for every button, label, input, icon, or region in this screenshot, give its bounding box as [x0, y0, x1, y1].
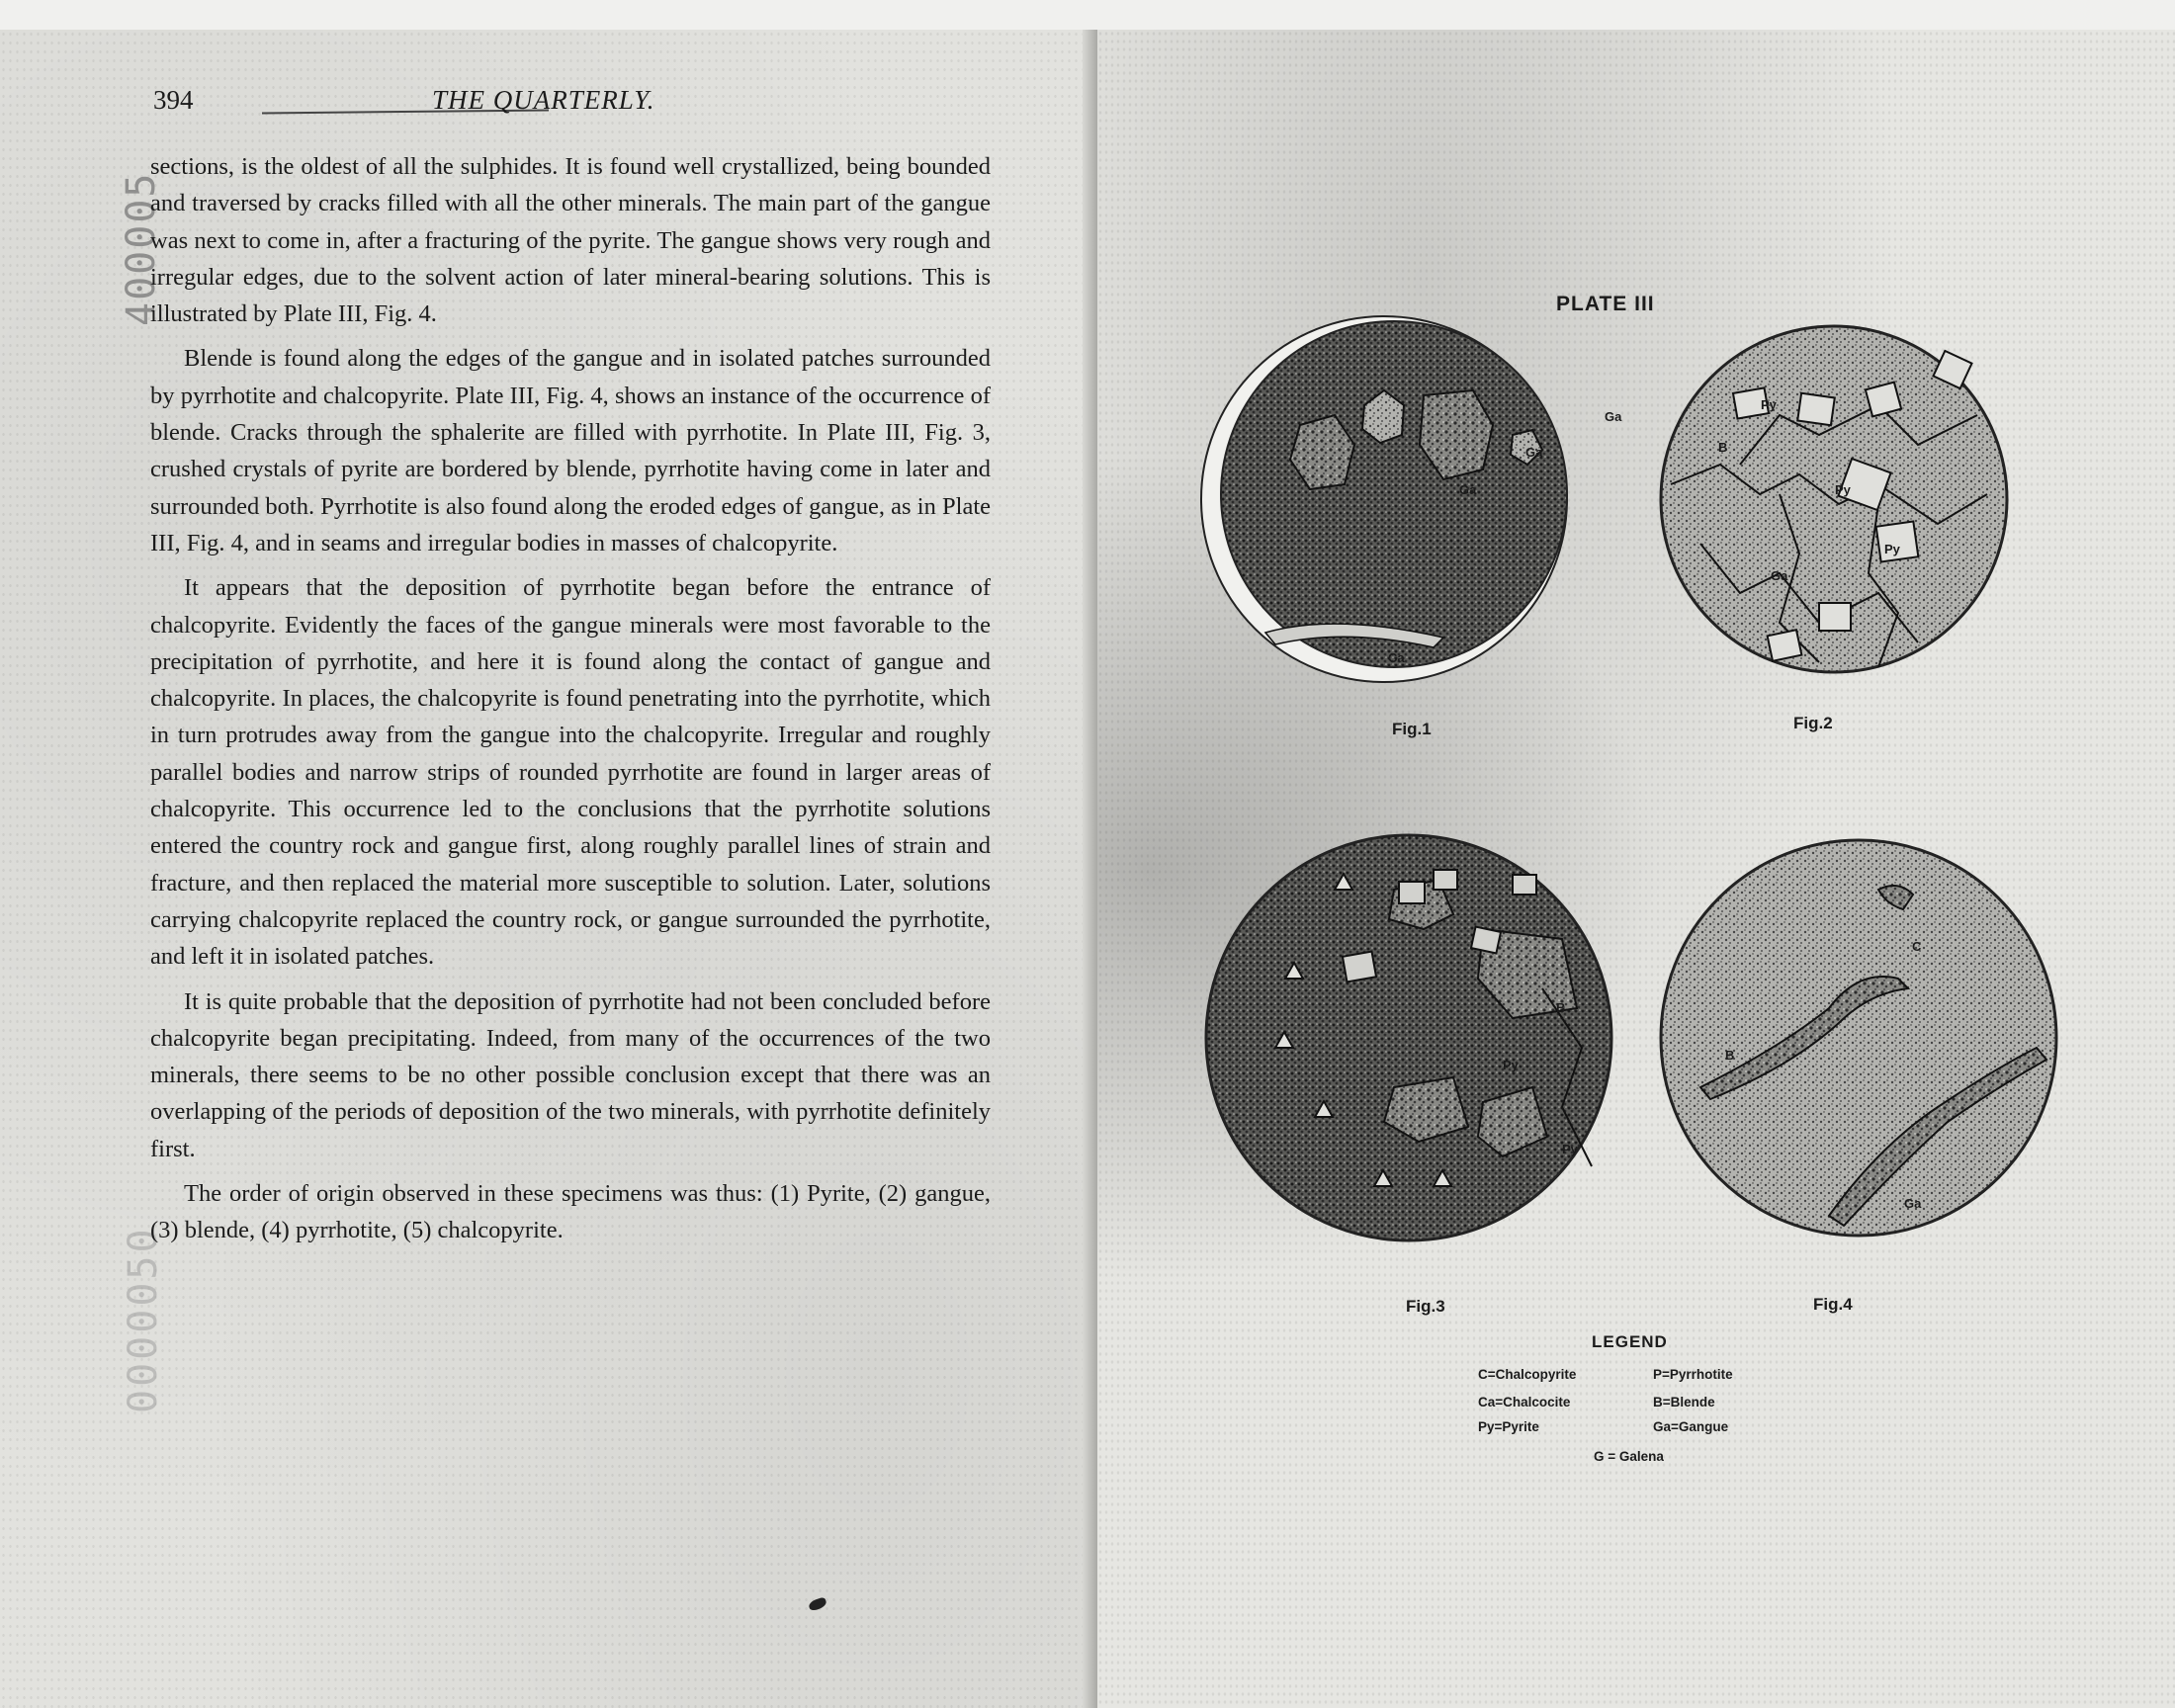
paragraph: The order of origin observed in these specimens was thus: (1) Pyrite, (2) gangue, (3) blende, (4) pyrrhotite, (5) chalcopyrite.	[150, 1180, 991, 1244]
label-ca: Ca	[1388, 650, 1405, 665]
scan-top-margin	[0, 0, 2175, 30]
page-number: 394	[153, 85, 194, 115]
legend-item: C=Chalcopyrite	[1478, 1367, 1577, 1382]
plate-title: PLATE III	[1556, 293, 1655, 315]
paragraph: Blende is found along the edges of the gangue and in isolated patches surrounded by pyrrhotite and chalcopyrite. Plate III, Fig. 4, shows an instance of the occurrence of blende. Cracks through the sphalerite are filled with pyrrhotite. In Plate III, Fig. 3, crushed crystals of pyrite are bordered by blende, pyrrhotite having come in later and surrounded both. Pyrrhotite is also found along the eroded edges of gangue, as in Plate III, Fig. 4, and in seams and irregular bodies in masses of chalcopyrite.	[150, 345, 991, 556]
label-py: Py	[1884, 542, 1900, 556]
label-ga: Ga	[1459, 482, 1477, 497]
legend-item: P=Pyrrhotite	[1653, 1367, 1733, 1382]
figure-3-caption: Fig.3	[1406, 1297, 1445, 1316]
plate-figures	[1186, 297, 2076, 1344]
running-title: THE QUARTERLY.	[432, 85, 655, 115]
label-py: Py	[1503, 1058, 1519, 1072]
label-ga: Ga	[1771, 568, 1788, 583]
label-py: Py	[1562, 1142, 1578, 1156]
label-py: Py	[1761, 397, 1777, 412]
figure-3-disc	[1206, 835, 1611, 1240]
figure-2-caption: Fig.2	[1793, 714, 1833, 732]
page-stamp-lower: 0000050	[121, 1226, 166, 1413]
figure-4-caption: Fig.4	[1813, 1295, 1853, 1314]
figure-1-disc	[1201, 316, 1567, 682]
label-ga: Ga	[1605, 409, 1622, 424]
figure-1-caption: Fig.1	[1392, 720, 1432, 738]
running-head	[153, 85, 994, 125]
label-ga: Ga	[1904, 1196, 1922, 1211]
page-stamp: 400005	[119, 171, 164, 326]
paragraph: It appears that the deposition of pyrrhotite began before the entrance of chalcopyrite. Evidently the faces of the gangue minerals were most favorable to the precipitation of pyrrhotite, and here it is found along the contact of gangue and chalcopyrite. In places, the chalcopyrite is found penetrating into the pyrrhotite, which in turn protrudes away from the gangue into the chalcopyrite. Irregular and roughly parallel bodies and narrow strips of rounded pyrrhotite are found in larger areas of chalcopyrite. This occurrence led to the conclusions that the pyrrhotite solutions entered the country rock and gangue first, along roughly parallel lines of strain and fracture, and then replaced the material more susceptible to solution. Later, solutions carrying chalcopyrite replaced the country rock, or gangue surrounded the pyrrhotite, and left it in isolated patches.	[150, 574, 991, 971]
label-b: B	[1718, 440, 1728, 455]
legend-item: B=Blende	[1653, 1395, 1715, 1409]
legend-item: Py=Pyrite	[1478, 1419, 1539, 1434]
paragraph: sections, is the oldest of all the sulphides. It is found well crystallized, being bounded and traversed by cracks filled with all the other minerals. The main part of the gangue was next to come in, after a fracturing of the pyrite. The gangue shows very rough and irregular edges, due to the solvent action of later mineral-bearing solutions. This is illustrated by Plate III, Fig. 4.	[150, 153, 991, 328]
label-b: B	[1556, 1000, 1566, 1015]
legend-item: Ca=Chalcocite	[1478, 1395, 1571, 1409]
label-py: Py	[1835, 482, 1851, 497]
legend-item: Ga=Gangue	[1653, 1419, 1729, 1434]
figure-2-disc	[1661, 326, 2007, 672]
body-text	[150, 148, 991, 1257]
label-b: B	[1725, 1048, 1735, 1063]
paragraph: It is quite probable that the deposition of pyrrhotite had not been concluded before chalcopyrite began precipitating. Indeed, from many of the occurrences of the two minerals, there seems to be no other possible conclusion except that there was an overlapping of the periods of deposition of the two minerals, with pyrrhotite definitely first.	[150, 987, 991, 1162]
legend-item: G = Galena	[1594, 1449, 1664, 1464]
figure-4-disc	[1661, 840, 2056, 1236]
label-ga: Ga	[1525, 445, 1543, 460]
legend-title: LEGEND	[1592, 1332, 1668, 1351]
label-c: C	[1912, 939, 1922, 954]
